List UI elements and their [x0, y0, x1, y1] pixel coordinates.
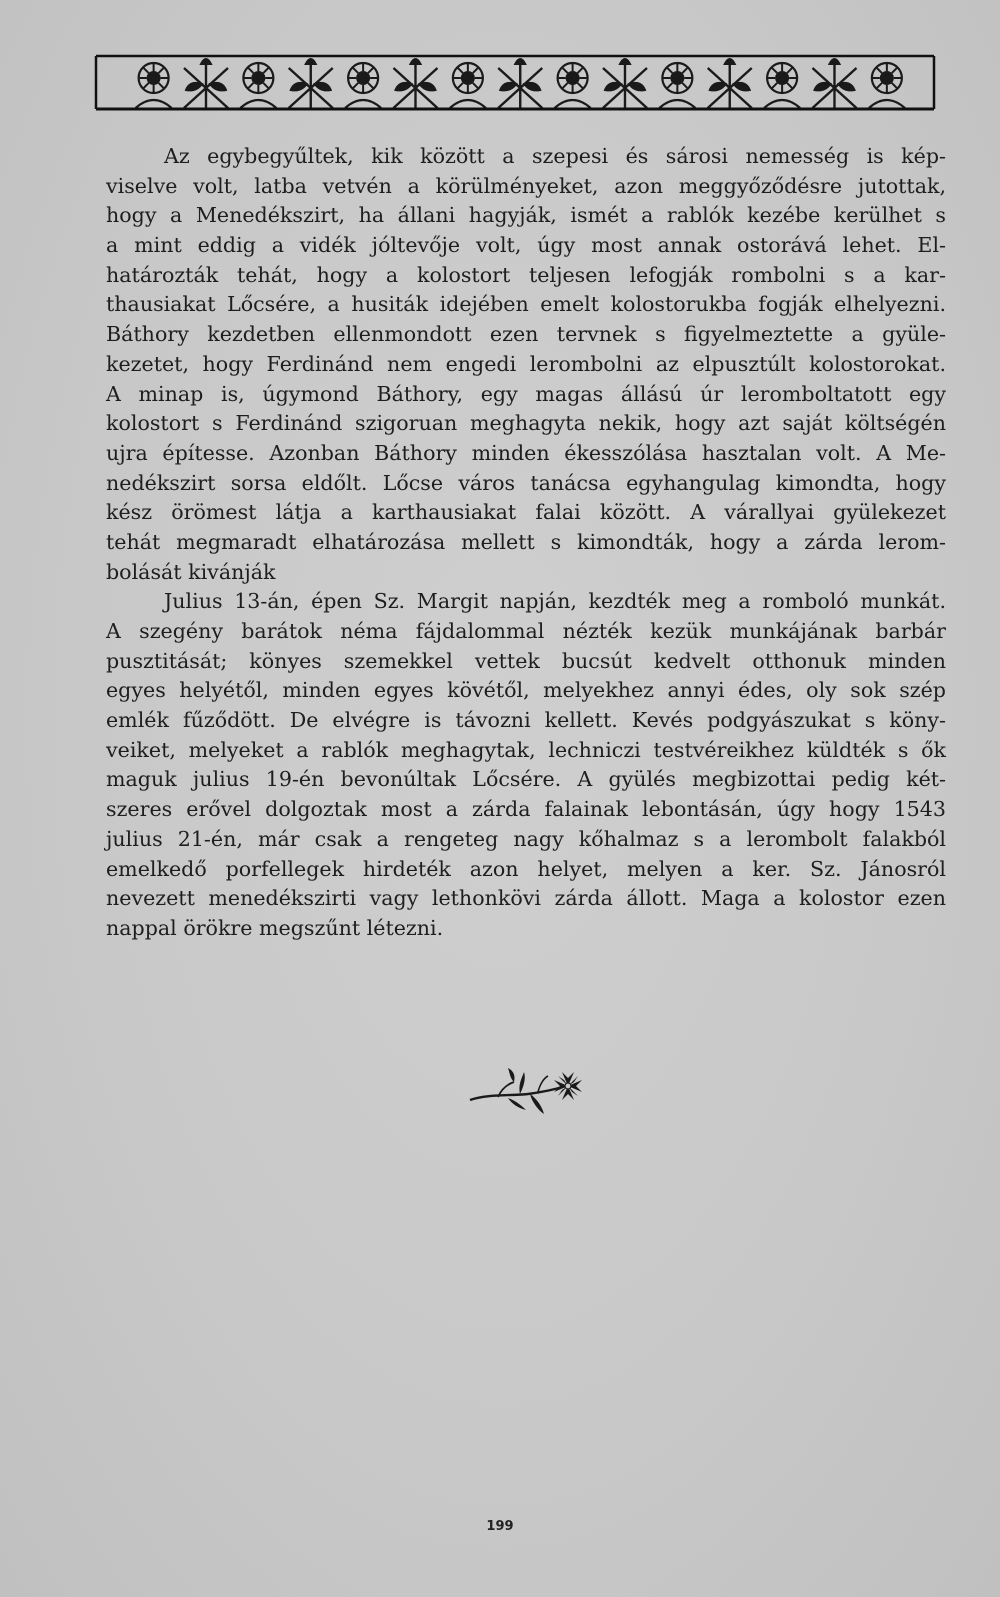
text-line: Julius 13-án, épen Sz. Margit napján, kezdték meg a romboló munkát.	[164, 589, 946, 614]
text-line: tehát megmaradt elhatározása mellett s kimondták, hogy a zárda lerom-	[106, 529, 946, 554]
text-line: határozták tehát, hogy a kolostort teljesen lefogják rombolni s a kar-	[106, 262, 946, 287]
text-line: nappal örökre megszűnt létezni.	[106, 915, 444, 940]
text-line: thausiakat Lőcsére, a husiták idejében emelt kolostorukba fogják elhelyezni.	[106, 292, 946, 317]
text-line: Báthory kezdetben ellenmondott ezen tervnek s figyelmeztette a gyüle-	[106, 322, 946, 347]
flower-sprig-icon	[468, 1064, 588, 1122]
text-line: nedékszirt sorsa eldőlt. Lőcse város tanácsa egyhangulag kimondta, hogy	[106, 470, 946, 495]
text-line: bolását kivánják	[106, 559, 276, 584]
text-line: Az egybegyűltek, kik között a szepesi és sárosi nemesség is kép-	[164, 144, 946, 168]
text-line: emlék fűződött. De elvégre is távozni kellett. Kevés podgyászukat s köny-	[106, 708, 946, 733]
text-line: veiket, melyeket a rablók meghagytak, lechniczi testvéreikhez küldték s ők	[106, 737, 946, 762]
text-line: A szegény barátok néma fájdalommal nézték kezük munkájának barbár	[106, 619, 946, 643]
text-line: julius 21-én, már csak a rengeteg nagy kőhalmaz s a lerombolt falakból	[106, 826, 946, 851]
text-line: pusztitását; könyes szemekkel vettek bucsút kedvelt otthonuk minden	[106, 648, 946, 673]
text-line: kész örömest látja a karthausiakat falai között. A várallyai gyülekezet	[106, 500, 946, 525]
text-line: egyes helyétől, minden egyes kövétől, melyekhez annyi édes, oly sok szép	[106, 678, 946, 703]
text-line: viselve volt, latba vetvén a körülményeket, azon meggyőződésre jutottak,	[106, 173, 946, 198]
text-line: kolostort s Ferdinánd szigoruan meghagyta nekik, hogy azt saját költségén	[106, 411, 946, 436]
text-line: nevezett menedékszirti vagy lethonkövi zárda állott. Maga a kolostor ezen	[106, 886, 946, 911]
text-line: a mint eddig a vidék jóltevője volt, úgy most annak ostorává lehet. El-	[106, 233, 946, 258]
text-line: kezetet, hogy Ferdinánd nem engedi lerombolni az elpusztúlt kolostorokat.	[106, 351, 946, 376]
page-number: 199	[486, 1519, 514, 1534]
text-line: A minap is, úgymond Báthory, egy magas állású úr leromboltatott egy	[106, 381, 946, 406]
body-text	[106, 142, 946, 944]
floral-border-icon	[94, 54, 936, 112]
text-line: hogy a Menedékszirt, ha állani hagyják, ismét a rablók kezébe kerülhet s	[106, 203, 946, 228]
text-line: szeres erővel dolgoztak most a zárda falainak lebontásán, úgy hogy 1543	[106, 797, 946, 822]
text-line: ujra építesse. Azonban Báthory minden ékesszólása hasztalan volt. A Me-	[106, 440, 946, 465]
text-line: maguk julius 19-én bevonúltak Lőcsére. A gyülés megbizottai pedig két-	[106, 767, 946, 792]
text-line: emelkedő porfellegek hirdeték azon helyet, melyen a ker. Sz. Jánosról	[106, 856, 946, 881]
